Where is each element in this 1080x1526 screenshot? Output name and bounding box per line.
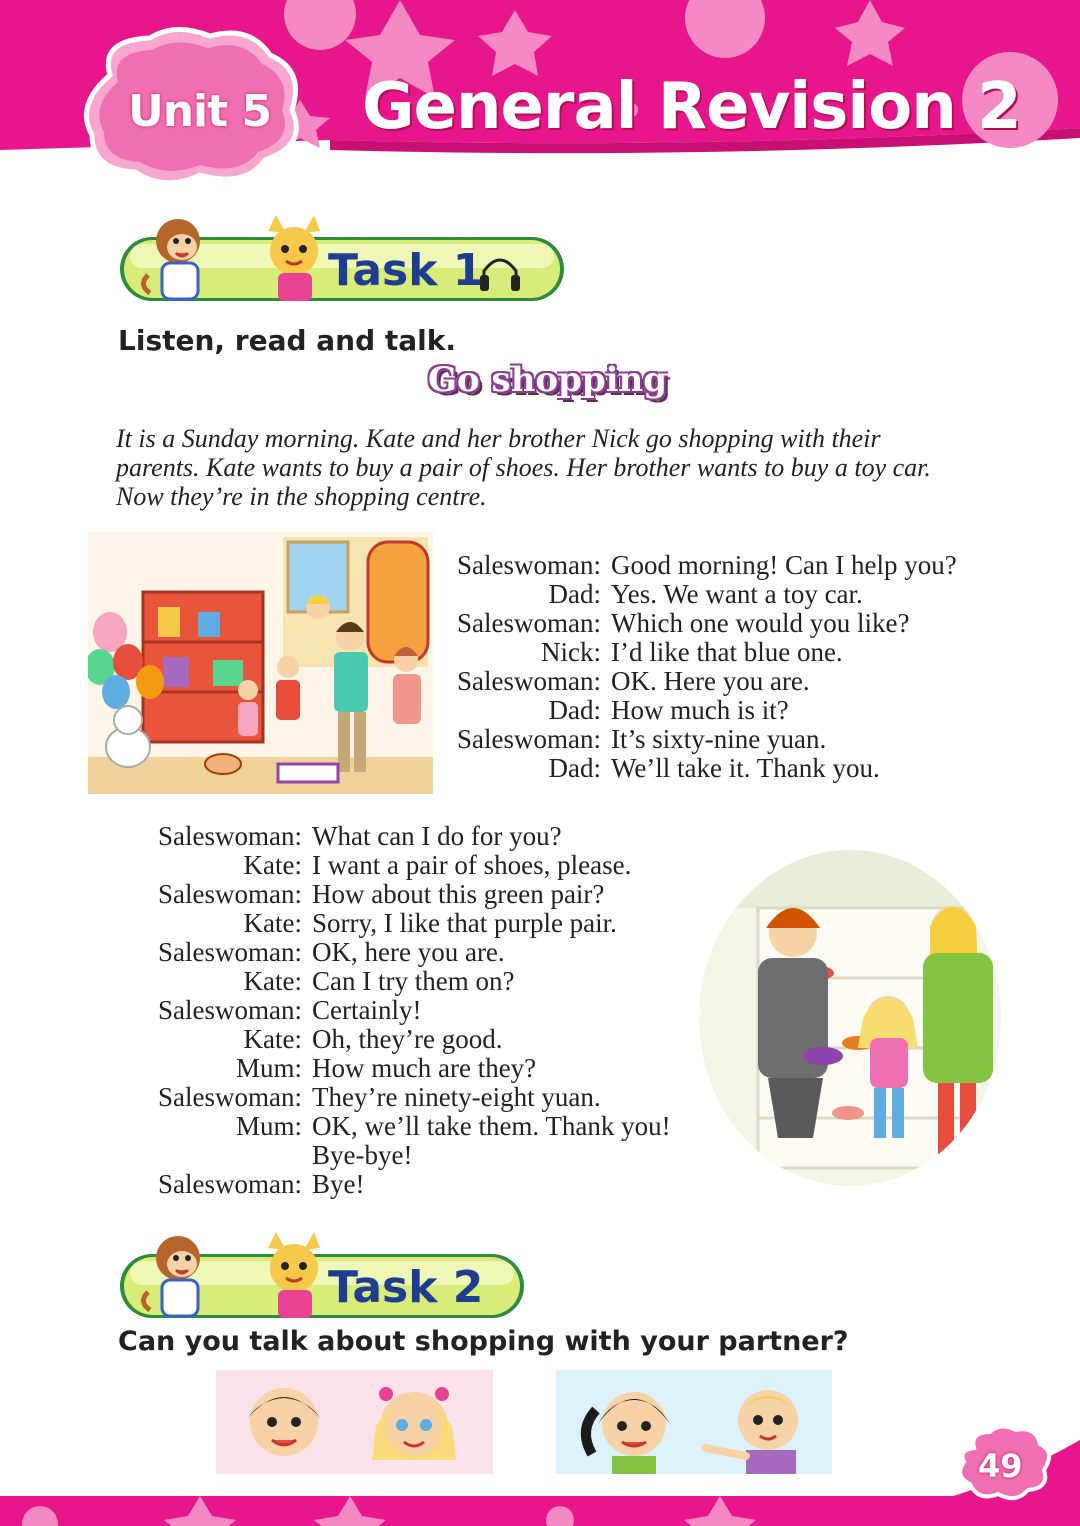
speaker: Saleswoman:: [457, 550, 601, 580]
utterance: Good morning! Can I help you?: [611, 550, 957, 580]
utterance: They’re ninety-eight yuan.: [312, 1082, 601, 1112]
speaker: Dad:: [548, 579, 601, 609]
utterance: How much is it?: [611, 695, 789, 725]
speaker: Mum:: [235, 1111, 302, 1141]
dialogue-line: [448, 638, 957, 667]
task1-label: Task 1: [328, 245, 484, 296]
utterance: What can I do for you?: [312, 821, 562, 851]
dialogue-line: [448, 667, 957, 696]
utterance: Which one would you like?: [611, 608, 910, 638]
utterance: Oh, they’re good.: [312, 1024, 503, 1054]
dialogue-toy-car: [448, 551, 957, 783]
toy-shop-illustration: [88, 532, 433, 794]
intro-paragraph: [116, 424, 996, 511]
children-picture-1: [216, 1370, 493, 1474]
utterance: I want a pair of shoes, please.: [312, 850, 632, 880]
story-title: Go shopping: [428, 360, 668, 400]
speaker: Saleswoman:: [158, 821, 302, 851]
dialogue-line: [448, 551, 957, 580]
dialogue-line: [144, 1170, 671, 1199]
speaker: Kate:: [243, 908, 302, 938]
speaker: Saleswoman:: [457, 666, 601, 696]
speaker: Kate:: [243, 1024, 302, 1054]
shoe-shop-illustration: [698, 848, 1003, 1188]
dialogue-line: [144, 1054, 671, 1083]
intro-line: It is a Sunday morning. Kate and her brother Nick go shopping with their: [116, 424, 881, 453]
speaker: Dad:: [548, 695, 601, 725]
utterance: It’s sixty-nine yuan.: [611, 724, 827, 754]
dialogue-shoes: [144, 822, 671, 1199]
dialogue-line: [144, 880, 671, 909]
dialogue-line: [144, 1083, 671, 1112]
speaker: Kate:: [243, 850, 302, 880]
utterance: Certainly!: [312, 995, 422, 1025]
utterance: Bye!: [312, 1169, 365, 1199]
dialogue-line: [144, 1112, 671, 1141]
dialogue-line: [144, 1025, 671, 1054]
utterance: Sorry, I like that purple pair.: [312, 908, 617, 938]
task2-instruction: Can you talk about shopping with your partner?: [118, 1326, 849, 1357]
page-header: [0, 0, 1080, 190]
task2-banner: [118, 1222, 528, 1322]
speaker: Dad:: [548, 753, 601, 783]
speaker: Saleswoman:: [158, 1169, 302, 1199]
utterance: How much are they?: [312, 1053, 537, 1083]
footer-band: [0, 1490, 1080, 1526]
speaker: Saleswoman:: [457, 724, 601, 754]
utterance: How about this green pair?: [312, 879, 605, 909]
children-picture-2: [556, 1370, 832, 1474]
dialogue-line: [144, 909, 671, 938]
speaker: Saleswoman:: [158, 879, 302, 909]
speaker: Mum:: [235, 1053, 302, 1083]
dialogue-line: [144, 822, 671, 851]
speaker: Kate:: [243, 966, 302, 996]
utterance: OK. Here you are.: [611, 666, 810, 696]
utterance: I’d like that blue one.: [611, 637, 843, 667]
speaker: Saleswoman:: [158, 1082, 302, 1112]
page-title: General Revision 2: [362, 70, 1021, 144]
utterance: Yes. We want a toy car.: [611, 579, 863, 609]
task1-banner: [118, 205, 568, 305]
utterance: OK, we’ll take them. Thank you!: [312, 1111, 671, 1141]
task2-label: Task 2: [328, 1262, 484, 1313]
utterance: Can I try them on?: [312, 966, 515, 996]
task1-instruction: Listen, read and talk.: [118, 324, 457, 357]
dialogue-line: [144, 1141, 671, 1170]
intro-line: Now they’re in the shopping centre.: [116, 482, 487, 511]
utterance: Bye-bye!: [312, 1140, 413, 1170]
speaker: [144, 1141, 302, 1170]
dialogue-line: [144, 996, 671, 1025]
speaker: Saleswoman:: [158, 937, 302, 967]
dialogue-line: [448, 580, 957, 609]
unit-label: Unit 5: [128, 86, 272, 137]
dialogue-line: [448, 725, 957, 754]
utterance: We’ll take it. Thank you.: [611, 753, 880, 783]
speaker: Nick:: [541, 637, 601, 667]
dialogue-line: [448, 609, 957, 638]
dialogue-line: [448, 696, 957, 725]
intro-line: parents. Kate wants to buy a pair of shoes. Her brother wants to buy a toy car.: [116, 453, 931, 482]
utterance: OK, here you are.: [312, 937, 505, 967]
dialogue-line: [448, 754, 957, 783]
dialogue-line: [144, 851, 671, 880]
page-number: 49: [978, 1447, 1023, 1485]
speaker: Saleswoman:: [457, 608, 601, 638]
dialogue-line: [144, 938, 671, 967]
dialogue-line: [144, 967, 671, 996]
speaker: Saleswoman:: [158, 995, 302, 1025]
